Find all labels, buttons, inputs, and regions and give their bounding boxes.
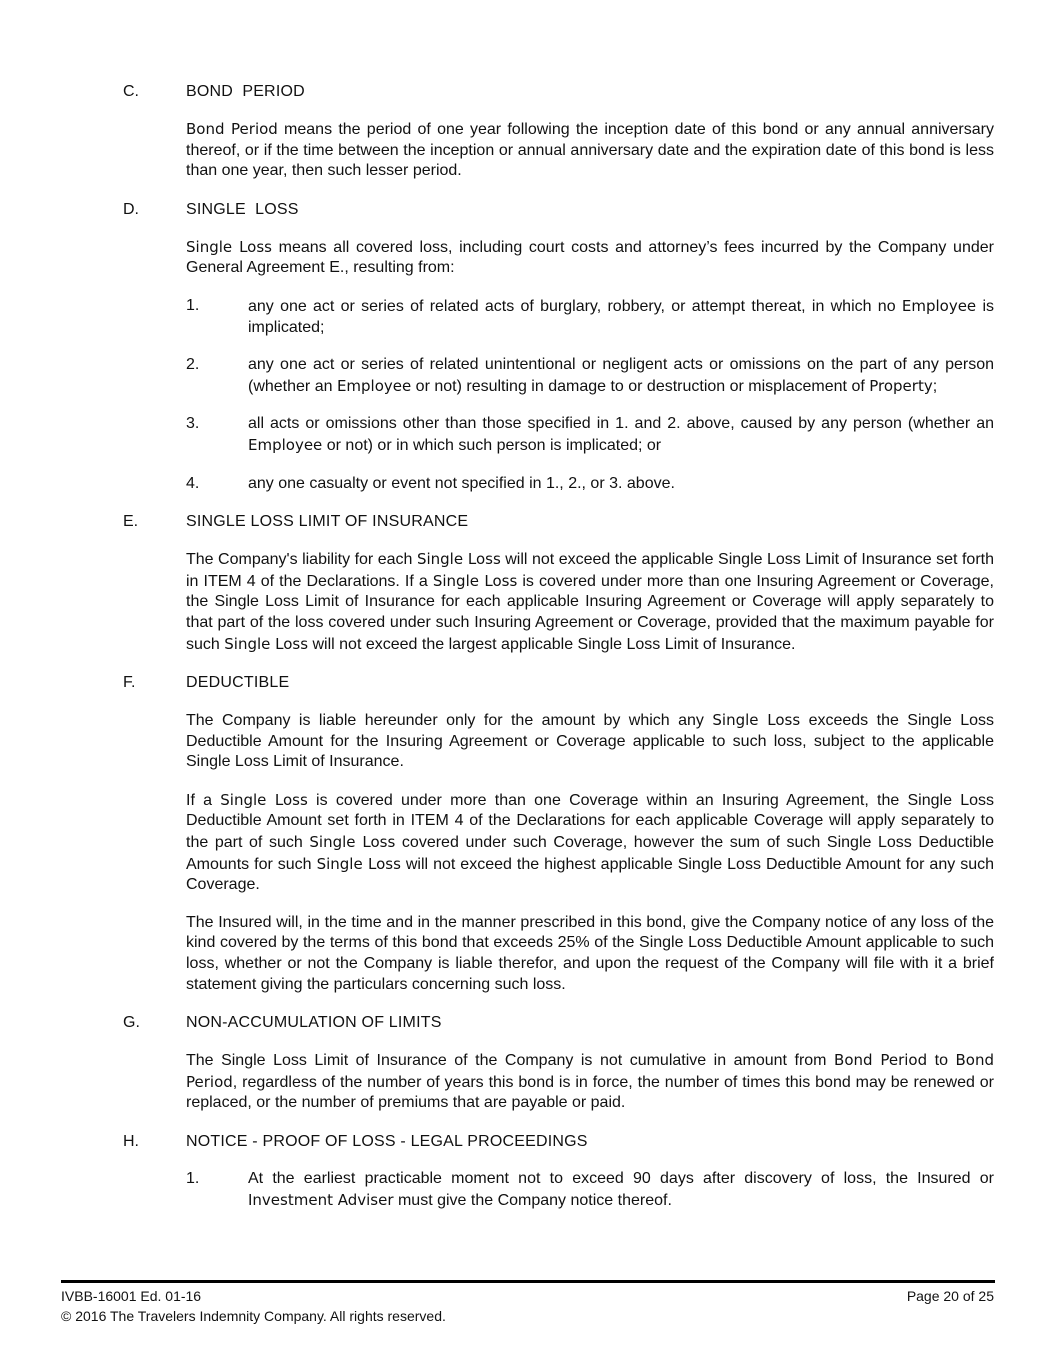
paragraph: The Insured will, in the time and in the manner prescribed in this bond, give the Company notice of any loss of the kind covered by the terms of this bond that exceeds 25% of the Single Loss Deductible Amount applicable to such loss, whether or not the Company is liable therefor, and upon the request of the Company will file with it a brief statement giving the particulars concerning such loss. [186,913,994,993]
section-notice-proof-of-loss [123,1131,994,1211]
copyright-notice: © 2016 The Travelers Indemnity Company. All rights reserved. [61,1308,446,1324]
text-run: to [927,1052,956,1070]
section-heading [123,1012,994,1033]
list-item [186,296,994,338]
text-run: will not exceed the highest applicable Single Loss Deductible Amount for any such Coverage. [186,855,994,894]
text-run: exceeds the Single Loss Deductible Amount for the Insuring Agreement or Coverage applicable to such loss, subject to the applicable Single Loss Limit of Insurance. [186,712,995,771]
section-heading [123,1131,994,1152]
text-run: is implicated; [248,297,994,336]
footer-left [61,1286,446,1326]
list-item [186,414,994,456]
defined-term: Single Loss [220,790,308,809]
section-heading [123,672,994,693]
section-title: NON-ACCUMULATION OF LIMITS [186,1014,442,1032]
section-letter: D. [123,200,139,218]
defined-term: Employee [248,435,323,454]
text-run: is covered under more than one Coverage within an Insuring Agreement, the Single Loss Deductible Amount set forth in ITEM 4 of the Declarations for each applicable Coverage will apply separately to the part of such [186,791,994,852]
text-run: ; [932,377,938,395]
paragraph-text: means the period of one year following the inception date of this bond or any annual anniversary thereof, or if the time between the inception or annual anniversary date and the expiration date of this bond is less than one year, then such lesser period. [186,121,994,180]
defined-term: Single Loss [224,634,309,653]
defined-term: Bond Period [186,1051,995,1091]
section-title: DEDUCTIBLE [186,674,290,692]
list-item-text [248,355,994,397]
section-single-loss-limit [123,511,994,655]
text-run: any one act or series of related acts of burglary, robbery, or attempt thereat, in which no [248,297,902,315]
list-item-number: 2. [186,356,200,374]
section-non-accumulation [123,1012,994,1114]
text-run: At the earliest practicable moment not to exceed 90 days after discovery of loss, the Insured or [248,1170,994,1187]
section-single-loss [123,199,994,494]
defined-term: Single Loss [712,711,801,730]
text-run: If a [186,791,221,809]
list-item-text [248,474,994,495]
section-letter: C. [123,83,139,100]
list-item [186,355,994,397]
text-run: must give the Company notice thereof. [393,1191,672,1209]
paragraph [186,790,994,896]
list-item [186,1169,994,1211]
text-run: any one casualty or event not specified in 1., 2., or 3. above. [248,474,675,492]
footer-divider [61,1280,995,1283]
section-letter: G. [123,1014,140,1032]
defined-term: Bond Period [186,120,278,138]
list-item-text [248,296,994,338]
list-item [186,474,994,495]
text-run: , regardless of the number of years this bond is in force, the number of times this bond may be renewed or replaced, or the number of premiums that are payable or paid. [186,1073,994,1112]
text-run: all acts or omissions other than those specified in 1. and 2. above, caused by any person (whether an [248,415,994,433]
paragraph [186,237,994,279]
section-title: NOTICE - PROOF OF LOSS - LEGAL PROCEEDINGS [186,1133,588,1150]
list-item-text [248,1169,994,1211]
document-body [123,81,994,1228]
list-item-number: 3. [186,415,200,433]
defined-term: Single Loss [316,854,401,873]
defined-term: Employee [336,376,412,395]
text-run: or not) resulting in damage to or destruction or misplacement of [411,377,870,395]
section-letter: F. [123,674,136,692]
text-run: will not exceed the largest applicable Single Loss Limit of Insurance. [308,635,796,653]
text-run: The Single Loss Limit of Insurance of the Company is not cumulative in amount from [186,1052,835,1070]
list-item-number: 1. [186,296,200,314]
section-letter: E. [123,513,139,531]
page-number: Page 20 of 25 [906,1288,994,1304]
section-letter: H. [123,1133,139,1150]
section-deductible [123,672,994,995]
list-item-number: 4. [186,474,200,492]
defined-term: Single Loss [416,550,501,569]
text-run: covered under such Coverage, however the sum of such Single Loss Deductible Amounts for such [186,834,995,873]
paragraph-text: means all covered loss, including court costs and attorney’s fees incurred by the Company under General Agreement E., resulting from: [186,238,994,277]
paragraph [186,549,994,655]
defined-term: Single Loss [432,571,518,590]
defined-term: Investment Adviser [248,1190,394,1209]
text-run: or not) or in which such person is implicated; or [322,436,662,454]
defined-term: Single Loss [186,237,272,256]
text-run: The Company is liable hereunder only for the amount by which any [186,712,713,730]
text-run: The Company's liability for each [186,551,417,569]
section-heading [123,199,994,220]
section-title: SINGLE LOSS [186,200,299,218]
section-heading [123,81,994,102]
defined-term: Property [869,376,933,395]
list-item-number: 1. [186,1170,200,1187]
section-title: SINGLE LOSS LIMIT OF INSURANCE [186,513,469,531]
section-title: BOND PERIOD [186,83,305,100]
section-bond-period [123,81,994,182]
text-run: any one act or series of related unintentional or negligent acts or omissions on the part of any person (whether an [248,356,994,395]
text-run: will not exceed the applicable Single Loss Limit of Insurance set forth in ITEM 4 of the Declarations. If a [186,551,994,590]
list-item-text [248,414,994,456]
form-number: IVBB-16001 Ed. 01-16 [61,1288,202,1304]
paragraph [186,119,994,182]
defined-term: Bond Period [834,1051,928,1070]
defined-term: Employee [901,296,977,315]
defined-term: Single Loss [309,833,396,852]
paragraph [186,1050,994,1114]
section-heading [123,511,994,532]
text-run: is covered under more than one Insuring Agreement or Coverage, the Single Loss Limit of Insurance for each applicable Insuring Agreement or Coverage will apply separately to that part of the loss covered under such Insuring Agreement or Coverage, provided that the maximum payable for such [186,572,994,653]
paragraph [186,710,994,773]
